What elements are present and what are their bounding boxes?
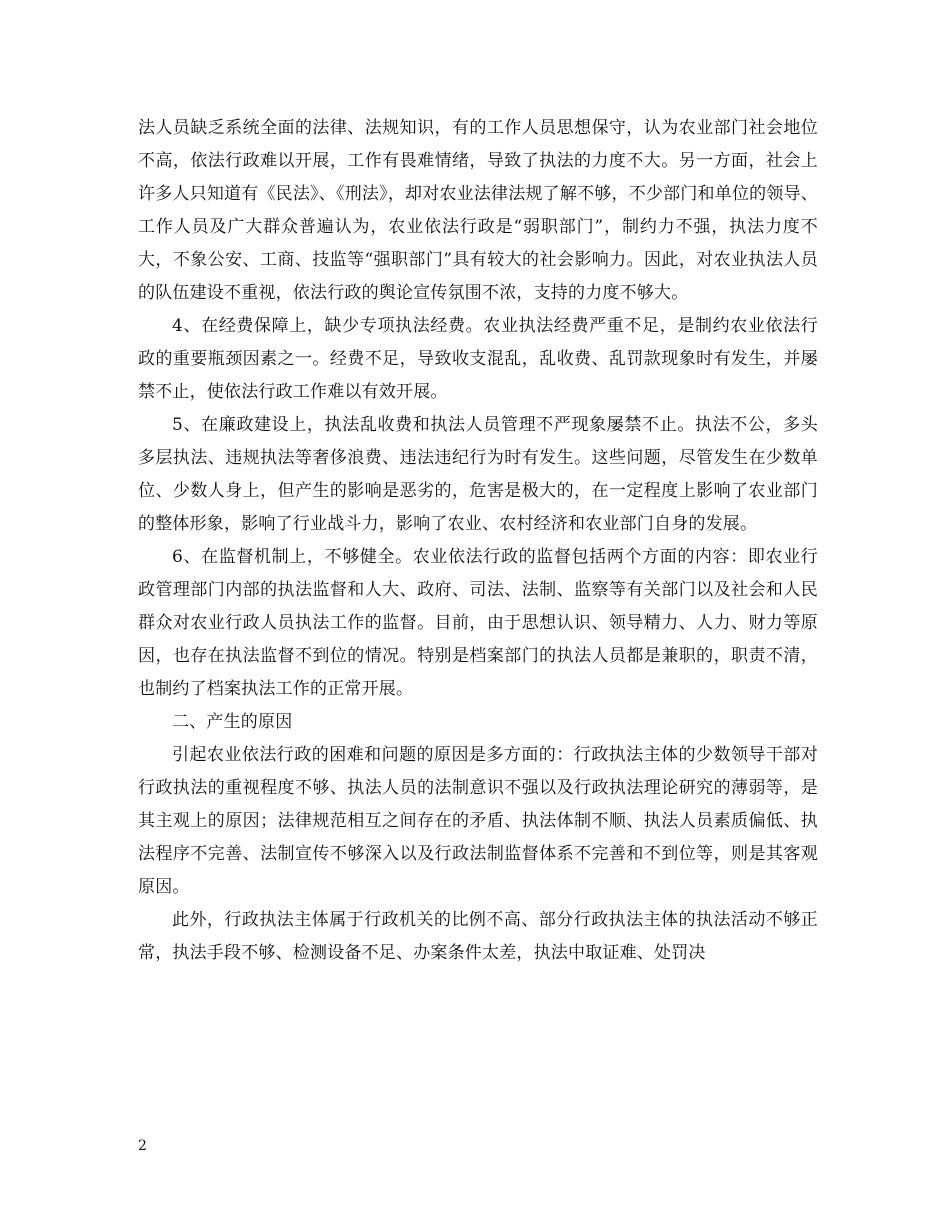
paragraph-3: 5、在廉政建设上，执法乱收费和执法人员管理不严现象屡禁不止。执法不公，多头多层执法、违规执法等奢侈浪费、违法违纪行为时有发生。这些问题，尽管发生在少数单位、少数人身上，但产生的影响是恶劣的，危害是极大的，在一定程度上影响了农业部门的整体形象，影响了行业战斗力，影响了农业、农村经济和农业部门自身的发展。 [138, 415, 818, 534]
paragraph-6: 此外，行政执法主体属于行政机关的比例不高、部分行政执法主体的执法活动不够正常，执法手段不够、检测设备不足、办案条件太差，执法中取证难、处罚决 [138, 910, 818, 963]
paragraph-5: 引起农业依法行政的困难和问题的原因是多方面的：行政执法主体的少数领导干部对行政执法的重视程度不够、执法人员的法制意识不强以及行政执法理论研究的薄弱等，是其主观上的原因；法律规范相互之间存在的矛盾、执法体制不顺、执法人员素质偏低、执法程序不完善、法制宣传不够深入以及行政法制监督体系不完善和不到位等，则是其客观原因。 [138, 745, 818, 897]
paragraph-4: 6、在监督机制上，不够健全。农业依法行政的监督包括两个方面的内容：即农业行政管理部门内部的执法监督和人大、政府、司法、法制、监察等有关部门以及社会和人民群众对农业行政人员执法工作的监督。目前，由于思想认识、领导精力、人力、财力等原因，也存在执法监督不到位的情况。特别是档案部门的执法人员都是兼职的，职责不清，也制约了档案执法工作的正常开展。 [138, 547, 818, 699]
section-heading-causes: 二、产生的原因 [172, 712, 293, 732]
document-body [138, 112, 818, 970]
page-number: 2 [138, 1138, 147, 1154]
paragraph-2: 4、在经费保障上，缺少专项执法经费。农业执法经费严重不足，是制约农业依法行政的重要瓶颈因素之一。经费不足，导致收支混乱，乱收费、乱罚款现象时有发生，并屡禁不止，使依法行政工作难以有效开展。 [138, 316, 818, 402]
paragraph-1: 法人员缺乏系统全面的法律、法规知识，有的工作人员思想保守，认为农业部门社会地位不高，依法行政难以开展，工作有畏难情绪，导致了执法的力度不大。另一方面，社会上许多人只知道有《民法》、《刑法》，却对农业法律法规了解不够，不少部门和单位的领导、工作人员及广大群众普遍认为，农业依法行政是“弱职部门”，制约力不强，执法力度不大，不象公安、工商、技监等“强职部门”具有较大的社会影响力。因此，对农业执法人员的队伍建设不重视，依法行政的舆论宣传氛围不浓，支持的力度不够大。 [138, 118, 818, 303]
